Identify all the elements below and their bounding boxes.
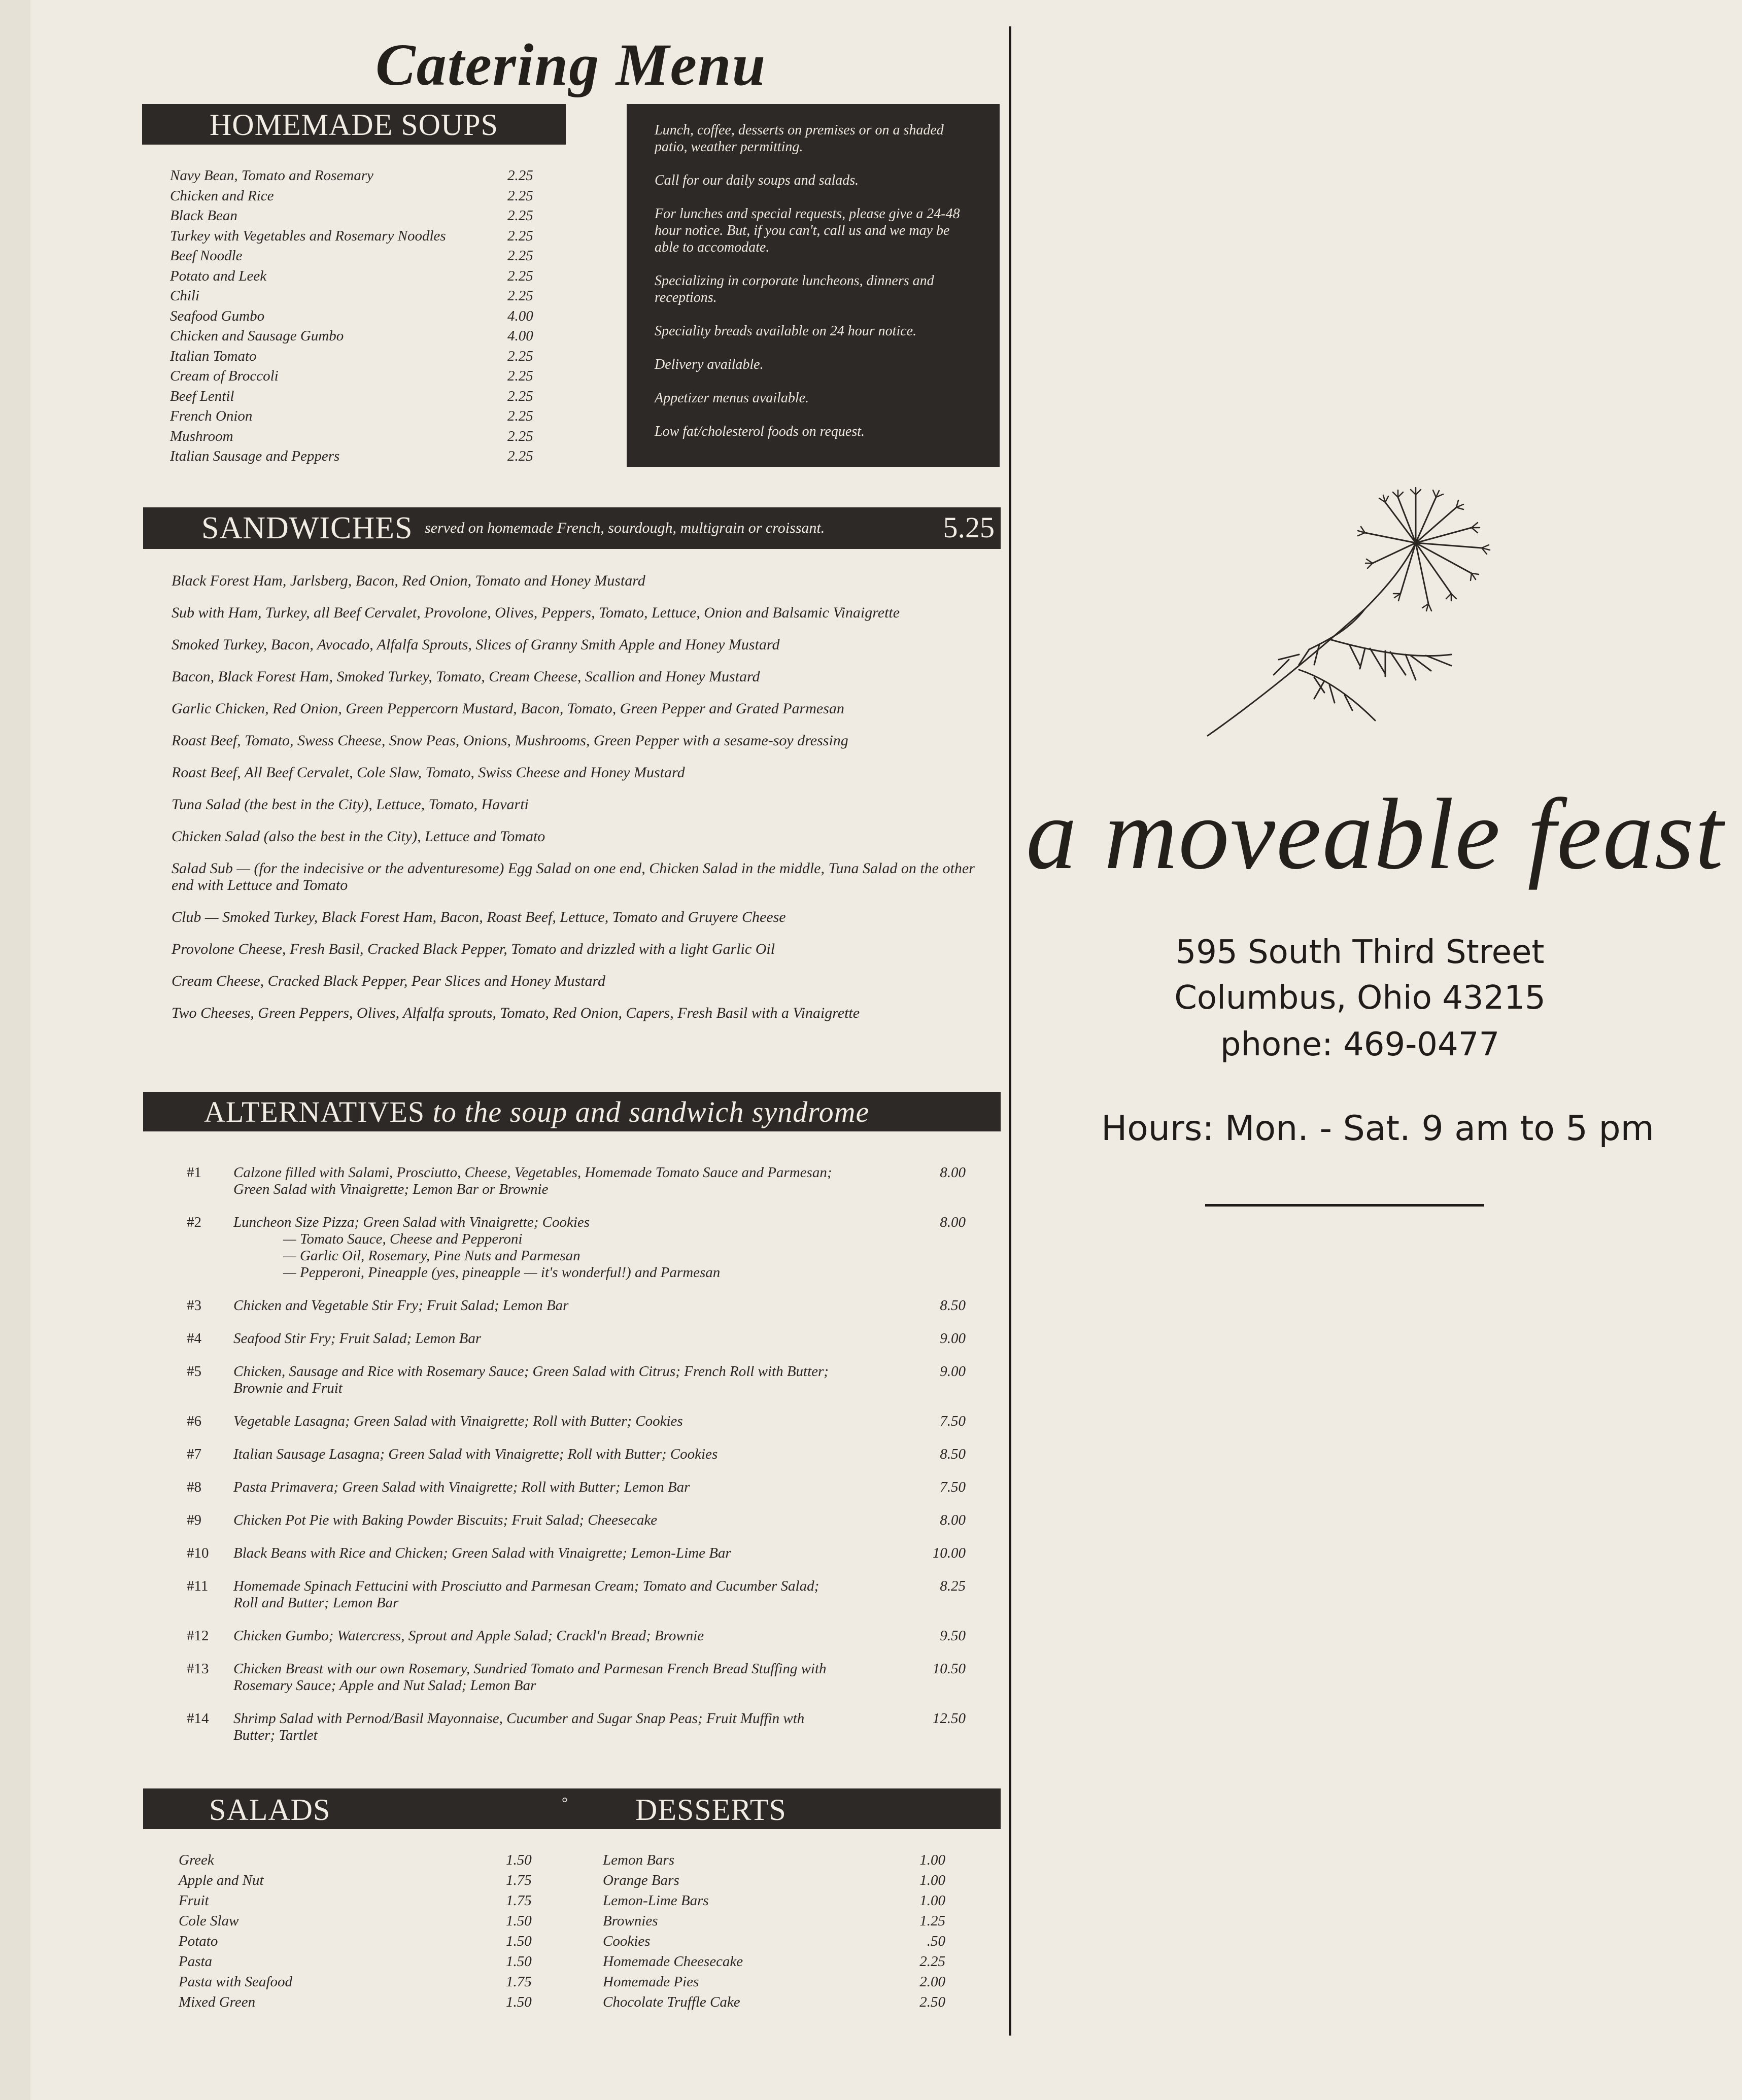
soup-name: Potato and Leek [170,267,267,284]
menu-title: Catering Menu [375,31,767,98]
soup-name: Cream of Broccoli [170,368,279,384]
sandwich-item: Bacon, Black Forest Ham, Smoked Turkey, Tomato, Cream Cheese, Scallion and Honey Mustard [172,668,760,685]
alternative-text: Italian Sausage Lasagna; Green Salad with Vinaigrette; Roll with Butter; Cookies [233,1446,718,1462]
soup-name: Beef Noodle [170,248,243,264]
sandwiches-header-bar [143,507,1001,549]
sandwich-item: Smoked Turkey, Bacon, Avocado, Alfalfa Sprouts, Slices of Granny Smith Apple and Honey Mustard [172,636,780,653]
salad-row [179,1974,544,1994]
info-note: Specializing in corporate luncheons, dinners and receptions. [655,273,934,305]
dessert-name: Lemon Bars [603,1852,674,1868]
sandwich-item: Sub with Ham, Turkey, all Beef Cervalet, Provolone, Olives, Peppers, Tomato, Lettuce, Onion and Balsamic Vinaigrette [172,604,900,621]
salad-price: 1.50 [506,1953,532,1970]
soup-name: French Onion [170,408,253,424]
salad-price: 1.50 [506,1913,532,1929]
alternative-price: 9.00 [940,1330,966,1347]
soup-price: 2.25 [507,388,533,404]
alternative-number: #6 [187,1413,201,1429]
alternative-item [187,1710,978,1744]
soup-row [170,288,545,308]
alternative-item [187,1545,978,1562]
alternative-number: #13 [187,1661,209,1677]
alternative-price: 9.50 [940,1628,966,1644]
alternative-number: #2 [187,1214,201,1230]
alternative-number: #5 [187,1363,201,1380]
alternatives-header-text [204,1095,869,1129]
info-note: Speciality breads available on 24 hour notice. [655,323,917,339]
alternative-number: #1 [187,1164,201,1181]
sandwich-item: Tuna Salad (the best in the City), Lettuce, Tomato, Havarti [172,796,529,813]
dessert-row [603,1933,978,1953]
alternative-item [187,1214,978,1281]
salad-row [179,1953,544,1974]
dessert-row [603,1892,978,1913]
desserts-list [603,1852,978,2014]
alternative-text: Chicken, Sausage and Rice with Rosemary Sauce; Green Salad with Citrus; French Roll with Butter; Brownie and Fruit [233,1363,829,1396]
alternative-item [187,1413,978,1430]
soup-price: 2.25 [507,267,533,284]
info-note: Call for our daily soups and salads. [655,173,859,188]
alternatives-list [187,1164,978,1760]
alternative-price: 7.50 [940,1413,966,1429]
soup-price: 2.25 [507,167,533,184]
salad-name: Mixed Green [179,1994,256,2010]
soup-name: Mushroom [170,428,233,444]
info-note: Lunch, coffee, desserts on premises or on a shaded patio, weather permitting. [655,122,944,155]
alternative-number: #7 [187,1446,201,1462]
dessert-name: Cookies [603,1933,651,1949]
info-note: For lunches and special requests, please give a 24-48 hour notice. But, if you can't, call us and we may be able to accomodate. [655,206,960,255]
soup-price: 2.25 [507,368,533,384]
alternative-option: — Tomato Sauce, Cheese and Pepperoni [283,1231,523,1247]
soup-row [170,328,545,348]
alternative-text: Calzone filled with Salami, Prosciutto, Cheese, Vegetables, Homemade Tomato Sauce and Parmesan; Green Salad with Vinaigrette; Lemon Bar or Brownie [233,1164,832,1197]
soup-row [170,228,545,248]
soup-price: 2.25 [507,408,533,424]
dill-sprig-illustration [1198,487,1553,751]
alternative-text: Luncheon Size Pizza; Green Salad with Vinaigrette; Cookies [233,1214,590,1230]
phone: phone: 469-0477 [1220,1026,1500,1063]
dessert-name: Brownies [603,1913,658,1929]
brand-name: a moveable feast [1026,778,1725,890]
alternative-item [187,1446,978,1463]
alternative-item [187,1512,978,1529]
salad-name: Fruit [179,1892,209,1909]
soup-row [170,348,545,368]
salad-row [179,1933,544,1953]
alternative-number: #14 [187,1710,209,1727]
alternative-text: Homemade Spinach Fettucini with Prosciutto and Parmesan Cream; Tomato and Cucumber Salad; Roll and Butter; Lemon Bar [233,1578,819,1611]
soup-name: Italian Sausage and Peppers [170,448,340,464]
soup-price: 4.00 [507,328,533,344]
alternative-price: 9.00 [940,1363,966,1380]
soup-row [170,368,545,388]
info-box [627,104,1000,467]
soup-name: Chili [170,288,200,304]
salad-price: 1.50 [506,1852,532,1868]
soup-row [170,248,545,268]
alternative-number: #12 [187,1628,209,1644]
alternative-number: #8 [187,1479,201,1495]
alternative-text: Chicken and Vegetable Stir Fry; Fruit Salad; Lemon Bar [233,1297,569,1314]
soup-name: Chicken and Rice [170,187,274,204]
dessert-row [603,1974,978,1994]
alternative-price: 8.50 [940,1297,966,1314]
alternative-price: 8.00 [940,1164,966,1181]
alternative-price: 7.50 [940,1479,966,1495]
sandwich-item: Chicken Salad (also the best in the City), Lettuce and Tomato [172,828,545,845]
alternative-price: 8.50 [940,1446,966,1462]
sandwich-item: Cream Cheese, Cracked Black Pepper, Pear Slices and Honey Mustard [172,973,606,989]
salad-price: 1.75 [506,1872,532,1888]
alternative-number: #3 [187,1297,201,1314]
salad-row [179,1994,544,2014]
soup-price: 2.25 [507,248,533,264]
sandwiches-header: SANDWICHES [201,511,413,545]
alternative-number: #4 [187,1330,201,1347]
alternatives-header: ALTERNATIVES [204,1095,425,1128]
alternative-text: Chicken Gumbo; Watercress, Sprout and Apple Salad; Crackl'n Bread; Brownie [233,1628,704,1644]
dessert-price: .50 [927,1933,945,1949]
alternative-text: Black Beans with Rice and Chicken; Green Salad with Vinaigrette; Lemon-Lime Bar [233,1545,731,1561]
page-edge [0,0,30,2100]
sandwich-item: Garlic Chicken, Red Onion, Green Peppercorn Mustard, Bacon, Tomato, Green Pepper and Grated Parmesan [172,700,844,717]
alternative-text: Seafood Stir Fry; Fruit Salad; Lemon Bar [233,1330,482,1347]
alternative-price: 10.00 [932,1545,966,1561]
soup-row [170,308,545,328]
dessert-price: 2.50 [919,1994,945,2010]
dessert-price: 1.00 [919,1892,945,1909]
salad-name: Apple and Nut [179,1872,264,1888]
soup-price: 2.25 [507,187,533,204]
alternative-price: 12.50 [932,1710,966,1727]
alternative-item [187,1661,978,1694]
dessert-price: 2.25 [919,1953,945,1970]
soup-price: 2.25 [507,208,533,224]
alternative-number: #11 [187,1578,209,1594]
alternative-price: 8.00 [940,1512,966,1528]
salad-price: 1.75 [506,1974,532,1990]
soup-row [170,208,545,228]
dessert-name: Lemon-Lime Bars [603,1892,709,1909]
salad-price: 1.50 [506,1933,532,1949]
salads-list [179,1852,544,2014]
decorative-rule [1205,1204,1484,1207]
salads-desserts-header-bar [143,1788,1001,1829]
soup-row [170,408,545,428]
dessert-row [603,1994,978,2014]
soup-row [170,388,545,408]
alternative-item [187,1363,978,1397]
salad-name: Greek [179,1852,214,1868]
desserts-header: DESSERTS [635,1793,787,1827]
bullet-separator: ° [562,1795,568,1811]
alternative-text: Chicken Breast with our own Rosemary, Sundried Tomato and Parmesan French Bread Stuffing with Rosemary Sauce; Apple and Nut Salad; Lemon Bar [233,1661,827,1694]
dessert-price: 2.00 [919,1974,945,1990]
sandwiches-price: 5.25 [943,511,995,544]
soups-header: HOMEMADE SOUPS [142,104,566,145]
alternatives-subtitle: to the soup and sandwich syndrome [432,1095,870,1128]
salad-row [179,1872,544,1892]
soup-name: Black Bean [170,208,237,224]
hours: Hours: Mon. - Sat. 9 am to 5 pm [1101,1109,1654,1149]
sandwiches-list [172,572,994,1037]
soup-name: Italian Tomato [170,348,257,364]
sandwich-item: Club — Smoked Turkey, Black Forest Ham, Bacon, Roast Beef, Lettuce, Tomato and Gruyere Cheese [172,909,786,925]
alternative-item [187,1297,978,1314]
dessert-row [603,1852,978,1872]
alternative-item [187,1479,978,1496]
soup-row [170,448,545,468]
alternatives-header-bar [143,1092,1001,1131]
salad-row [179,1892,544,1913]
salad-row [179,1913,544,1933]
soup-row [170,428,545,449]
info-note: Low fat/cholesterol foods on request. [655,424,865,439]
alternative-option: — Garlic Oil, Rosemary, Pine Nuts and Parmesan [283,1248,580,1264]
sandwich-item: Black Forest Ham, Jarlsberg, Bacon, Red Onion, Tomato and Honey Mustard [172,572,645,589]
sandwich-item: Two Cheeses, Green Peppers, Olives, Alfalfa sprouts, Tomato, Red Onion, Capers, Fresh Basil with a Vinaigrette [172,1005,860,1021]
soup-price: 2.25 [507,288,533,304]
dessert-row [603,1913,978,1933]
salad-name: Cole Slaw [179,1913,239,1929]
dessert-price: 1.25 [919,1913,945,1929]
salad-price: 1.75 [506,1892,532,1909]
alternative-text: Chicken Pot Pie with Baking Powder Biscuits; Fruit Salad; Cheesecake [233,1512,658,1528]
info-note: Appetizer menus available. [655,390,809,406]
alternative-item [187,1164,978,1198]
alternative-text: Shrimp Salad with Pernod/Basil Mayonnaise, Cucumber and Sugar Snap Peas; Fruit Muffin wth Butter; Tartlet [233,1710,805,1743]
alternative-price: 8.00 [940,1214,966,1230]
salads-header: SALADS [209,1793,331,1827]
soup-name: Turkey with Vegetables and Rosemary Noodles [170,227,446,244]
dessert-name: Homemade Pies [603,1974,699,1990]
dessert-row [603,1872,978,1892]
dessert-name: Orange Bars [603,1872,679,1888]
dessert-row [603,1953,978,1974]
alternative-number: #10 [187,1545,209,1561]
sandwiches-subtitle: served on homemade French, sourdough, multigrain or croissant. [425,520,825,536]
alternative-text: Pasta Primavera; Green Salad with Vinaigrette; Roll with Butter; Lemon Bar [233,1479,690,1495]
alternative-number: #9 [187,1512,201,1528]
alternative-item [187,1628,978,1644]
alternative-price: 10.50 [932,1661,966,1677]
alternative-option: — Pepperoni, Pineapple (yes, pineapple — it's wonderful!) and Parmesan [283,1264,721,1281]
soup-price: 2.25 [507,428,533,444]
dessert-price: 1.00 [919,1852,945,1868]
soups-list [170,167,545,468]
alternative-text: Vegetable Lasagna; Green Salad with Vinaigrette; Roll with Butter; Cookies [233,1413,683,1429]
soup-price: 2.25 [507,348,533,364]
dessert-name: Homemade Cheesecake [603,1953,743,1970]
soup-row [170,268,545,288]
soup-name: Chicken and Sausage Gumbo [170,328,344,344]
dessert-price: 1.00 [919,1872,945,1888]
salad-price: 1.50 [506,1994,532,2010]
soup-name: Seafood Gumbo [170,307,265,324]
salad-row [179,1852,544,1872]
sandwich-item: Roast Beef, Tomato, Swess Cheese, Snow Peas, Onions, Mushrooms, Green Pepper with a sesame-soy dressing [172,732,848,749]
sandwich-item: Roast Beef, All Beef Cervalet, Cole Slaw, Tomato, Swiss Cheese and Honey Mustard [172,764,685,781]
salad-name: Potato [179,1933,218,1949]
soup-price: 4.00 [507,307,533,324]
soup-name: Beef Lentil [170,388,234,404]
soup-row [170,167,545,188]
soup-price: 2.25 [507,448,533,464]
column-divider [1009,26,1011,2036]
address-line-2: Columbus, Ohio 43215 [1174,979,1546,1017]
soup-row [170,188,545,208]
salad-name: Pasta [179,1953,213,1970]
soup-price: 2.25 [507,227,533,244]
salad-name: Pasta with Seafood [179,1974,292,1990]
address-line-1: 595 South Third Street [1175,934,1545,971]
sandwich-item: Provolone Cheese, Fresh Basil, Cracked Black Pepper, Tomato and drizzled with a light Garlic Oil [172,941,775,957]
alternative-item [187,1578,978,1611]
soup-name: Navy Bean, Tomato and Rosemary [170,167,373,184]
sandwich-item: Salad Sub — (for the indecisive or the adventuresome) Egg Salad on one end, Chicken Salad in the middle, Tuna Salad on the other end with Lettuce and Tomato [172,860,975,893]
info-note: Delivery available. [655,357,764,372]
alternative-price: 8.25 [940,1578,966,1594]
dessert-name: Chocolate Truffle Cake [603,1994,740,2010]
alternative-item [187,1330,978,1347]
